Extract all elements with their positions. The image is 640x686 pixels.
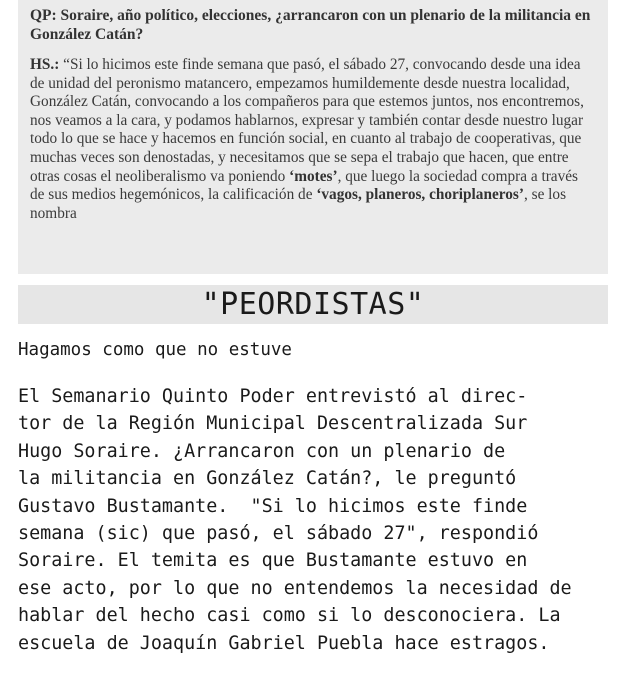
answer-term-motes: ‘motes’ — [289, 167, 338, 185]
section-banner-title: "PEORDISTAS" — [18, 285, 608, 324]
body-line: Hugo Soraire. ¿Arrancaron con un plenario de — [18, 440, 506, 462]
body-line: semana (sic) que pasó, el sábado 27", respondió — [18, 523, 539, 545]
clipping-question: QP: Soraire, año político, elecciones, ¿arrancaron con un plenario de la militancia en González Catán? — [30, 7, 591, 43]
body-line: ese acto, por lo que no entendemos la necesidad de — [18, 577, 572, 599]
answer-term-vagos: ‘vagos, planeros, choriplaneros’ — [316, 186, 524, 204]
body-line: hablar del hecho casi como si lo desconociera. La — [18, 605, 561, 627]
body-line: Gustavo Bustamante. "Si lo hicimos este finde — [18, 495, 528, 517]
article-subtitle: Hagamos como que no estuve — [18, 340, 292, 360]
newspaper-clipping — [18, 0, 608, 274]
clipping-answer — [30, 56, 594, 223]
body-line: Soraire. El temita es que Bustamante estuvo en — [18, 550, 528, 572]
answer-text-3: , se los nombra — [30, 186, 567, 222]
answer-label: HS.: — [30, 56, 60, 73]
body-line: la militancia en González Catán?, le preguntó — [18, 468, 517, 490]
answer-text-1: “Si lo hicimos este finde semana que pasó, el sábado 27, convocando desde una idea de unidad del peronismo matancero, empezamos humildemente desde nuestra localidad, González Catán, convocando a los compañeros para que estemos juntos, nos encontremos, nos veamos a la cara, y podamos hablarnos, expresar y también contar desde nuestro lugar todo lo que se hace y hacemos en función social, en cuanto al trabajo de cooperativas, que muchas veces son denostadas, y necesitamos que se sepa el trabajo que hacen, que entre otras cosas el neoliberalismo va poniendo — [30, 56, 584, 185]
article-body — [18, 383, 618, 657]
answer-text-2: , que luego la sociedad compra a través de sus medios hegemónicos, la calificación de — [30, 167, 578, 204]
body-line: tor de la Región Municipal Descentralizada Sur — [18, 413, 528, 435]
body-line: El Semanario Quinto Poder entrevistó al direc- — [18, 386, 528, 407]
body-line: escuela de Joaquín Gabriel Puebla hace estragos. — [18, 632, 550, 654]
